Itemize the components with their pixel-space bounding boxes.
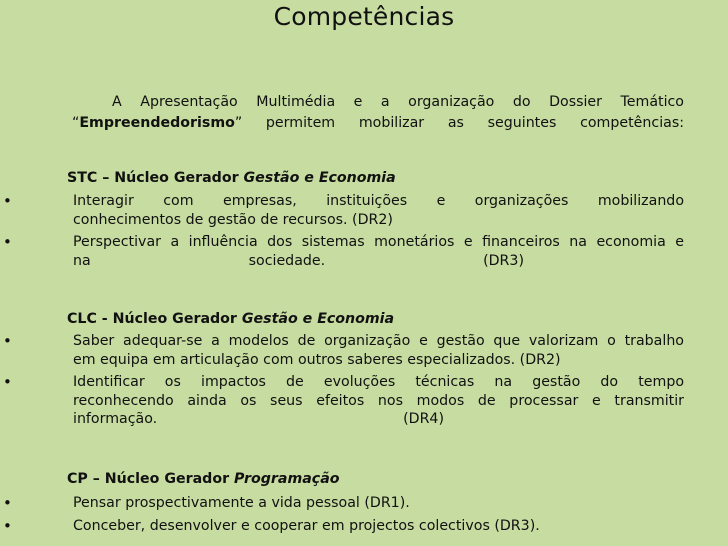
bullet-icon: •: [3, 516, 12, 535]
word: informação.: [73, 411, 158, 427]
bullet-list-stc: [0, 192, 684, 274]
bullet-text-cont: [73, 252, 684, 271]
bullet-text: Conceber, desenvolver e cooperar em projectos colectivos (DR3).: [73, 517, 540, 534]
section-code: STC – Núcleo Gerador: [67, 170, 244, 186]
intro-line-1: A Apresentação Multimédia e a organização do Dossier Temático: [112, 94, 684, 110]
section-heading-cp: [67, 471, 340, 487]
bullet-text-cont: reconhecendo ainda os seus efeitos nos modos de processar e transmitir: [73, 392, 684, 409]
bullet-text: Identificar os impactos de evoluções técnicas na gestão do tempo: [73, 374, 684, 390]
section-area: Programação: [234, 471, 340, 487]
word: na: [73, 252, 91, 269]
section-code: CP – Núcleo Gerador: [67, 471, 235, 487]
bullet-text: Interagir com empresas, instituições e organizações mobilizando: [73, 193, 684, 209]
intro-line-2: permitem mobilizar as seguintes competências:: [242, 115, 684, 131]
bullet-text: Perspectivar a influência dos sistemas monetários e financeiros na economia e: [73, 234, 684, 250]
intro-bold-term: Empreendedorismo: [79, 115, 235, 131]
word: (DR4): [403, 411, 444, 427]
intro-paragraph: [72, 92, 684, 134]
list-item: [0, 517, 684, 536]
bullet-icon: •: [3, 494, 12, 512]
bullet-icon: •: [3, 373, 12, 391]
word: sociedade.: [248, 252, 326, 269]
list-item: [0, 233, 684, 270]
list-item: [0, 332, 684, 369]
quote-open: “: [72, 115, 80, 131]
list-item: [0, 373, 684, 429]
bullet-text: Pensar prospectivamente a vida pessoal (DR1).: [73, 495, 410, 511]
section-heading-stc: [67, 170, 396, 186]
section-code: CLC - Núcleo Gerador: [67, 311, 242, 327]
bullet-text-cont: [73, 410, 684, 429]
bullet-text-cont: em equipa em articulação com outros saberes especializados. (DR2): [73, 351, 561, 368]
bullet-list-clc: [0, 332, 684, 433]
bullet-icon: •: [3, 192, 12, 210]
list-item: [0, 192, 684, 229]
bullet-text: Saber adequar-se a modelos de organização e gestão que valorizam o trabalho: [73, 333, 684, 349]
bullet-text-cont: conhecimentos de gestão de recursos. (DR2): [73, 211, 393, 228]
bullet-list-cp: [0, 494, 684, 539]
section-heading-clc: [67, 311, 394, 327]
list-item: [0, 494, 684, 513]
bullet-icon: •: [3, 332, 12, 350]
word: (DR3): [483, 252, 524, 269]
section-area: Gestão e Economia: [243, 170, 396, 186]
section-area: Gestão e Economia: [241, 311, 395, 327]
bullet-icon: •: [3, 233, 12, 251]
quote-close: ”: [234, 115, 243, 131]
slide-title: Competências: [273, 2, 455, 31]
